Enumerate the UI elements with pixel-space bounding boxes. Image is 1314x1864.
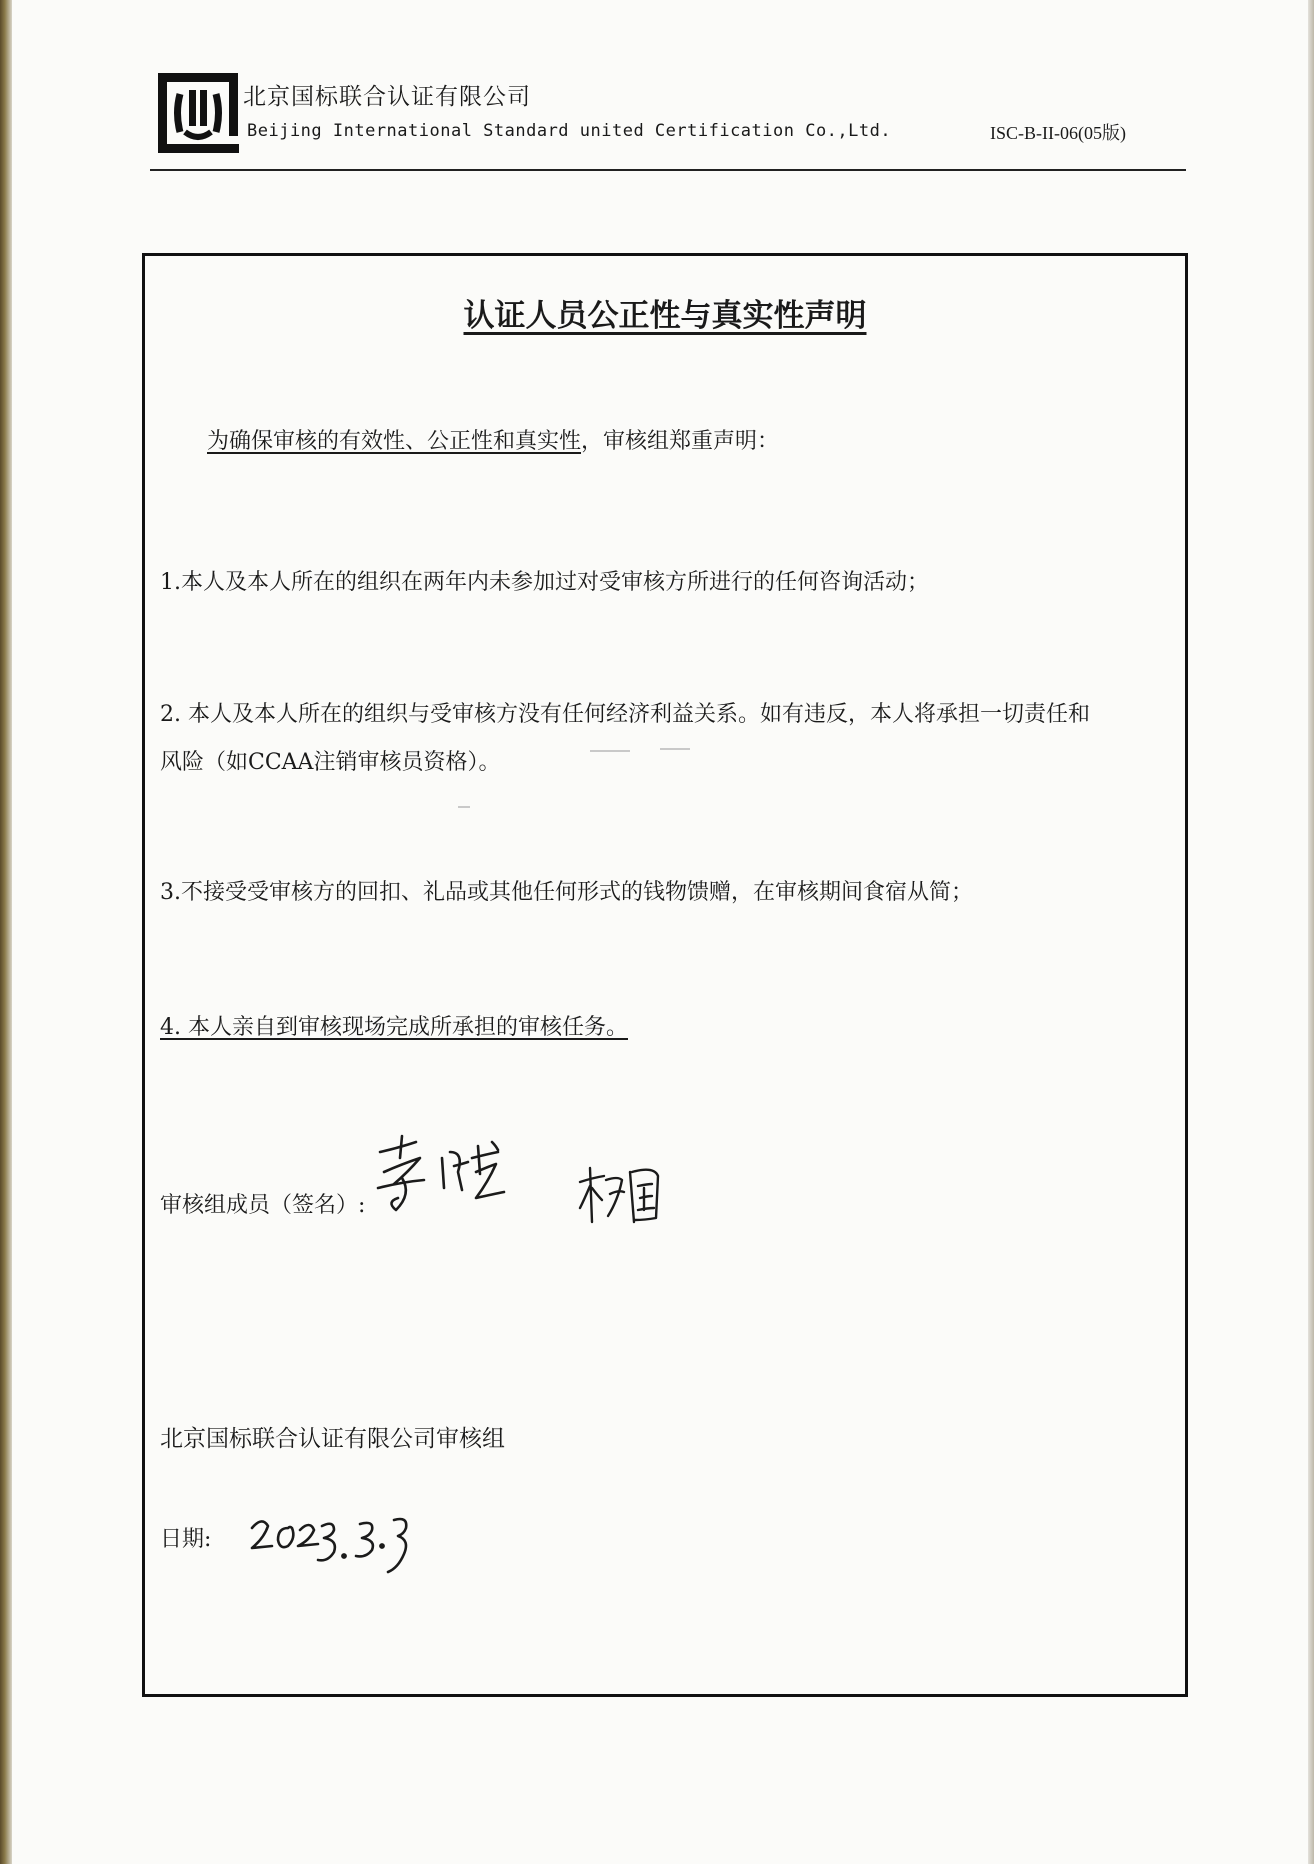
declaration-title-text: 认证人员公正性与真实性声明 <box>463 298 867 334</box>
header-divider <box>150 169 1186 171</box>
handwritten-date <box>248 1506 428 1576</box>
company-name-cn: 北京国标联合认证有限公司 <box>243 84 531 110</box>
page-edge-right <box>1308 0 1314 1864</box>
page-edge-left <box>0 0 12 1864</box>
scan-speck <box>660 748 690 750</box>
declaration-title <box>0 290 1314 335</box>
company-name-en: Beijing International Standard united Certification Co.,Ltd. <box>247 121 892 141</box>
scan-speck <box>458 806 470 808</box>
signature-label: 审核组成员（签名）: <box>160 1193 366 1218</box>
declaration-item-3: 3.不接受受审核方的回扣、礼品或其他任何形式的钱物馈赠，在审核期间食宿从简； <box>160 880 973 905</box>
scan-speck <box>590 750 630 752</box>
signature-member-1 <box>372 1128 532 1228</box>
declaration-item-2-line2: 风险（如CCAA注销审核员资格）。 <box>160 750 501 775</box>
audit-group-name: 北京国标联合认证有限公司审核组 <box>160 1426 505 1452</box>
declaration-item-1: 1.本人及本人所在的组织在两年内未参加过对受审核方所进行的任何咨询活动； <box>160 570 929 595</box>
declaration-item-2-line1: 2. 本人及本人所在的组织与受审核方没有任何经济利益关系。如有违反，本人将承担一切责任和 <box>160 702 1090 727</box>
document-code: ISC-B-II-06(05版) <box>990 123 1126 143</box>
intro-statement <box>207 424 779 455</box>
company-logo <box>155 70 241 156</box>
declaration-frame <box>142 253 1188 1697</box>
declaration-item-4: 4. 本人亲自到审核现场完成所承担的审核任务。 <box>160 1015 628 1040</box>
intro-underlined: 为确保审核的有效性、公正性和真实性 <box>207 429 582 454</box>
signature-member-2 <box>578 1160 668 1230</box>
date-label: 日期: <box>160 1527 212 1552</box>
intro-rest: ，审核组郑重声明： <box>581 429 780 454</box>
